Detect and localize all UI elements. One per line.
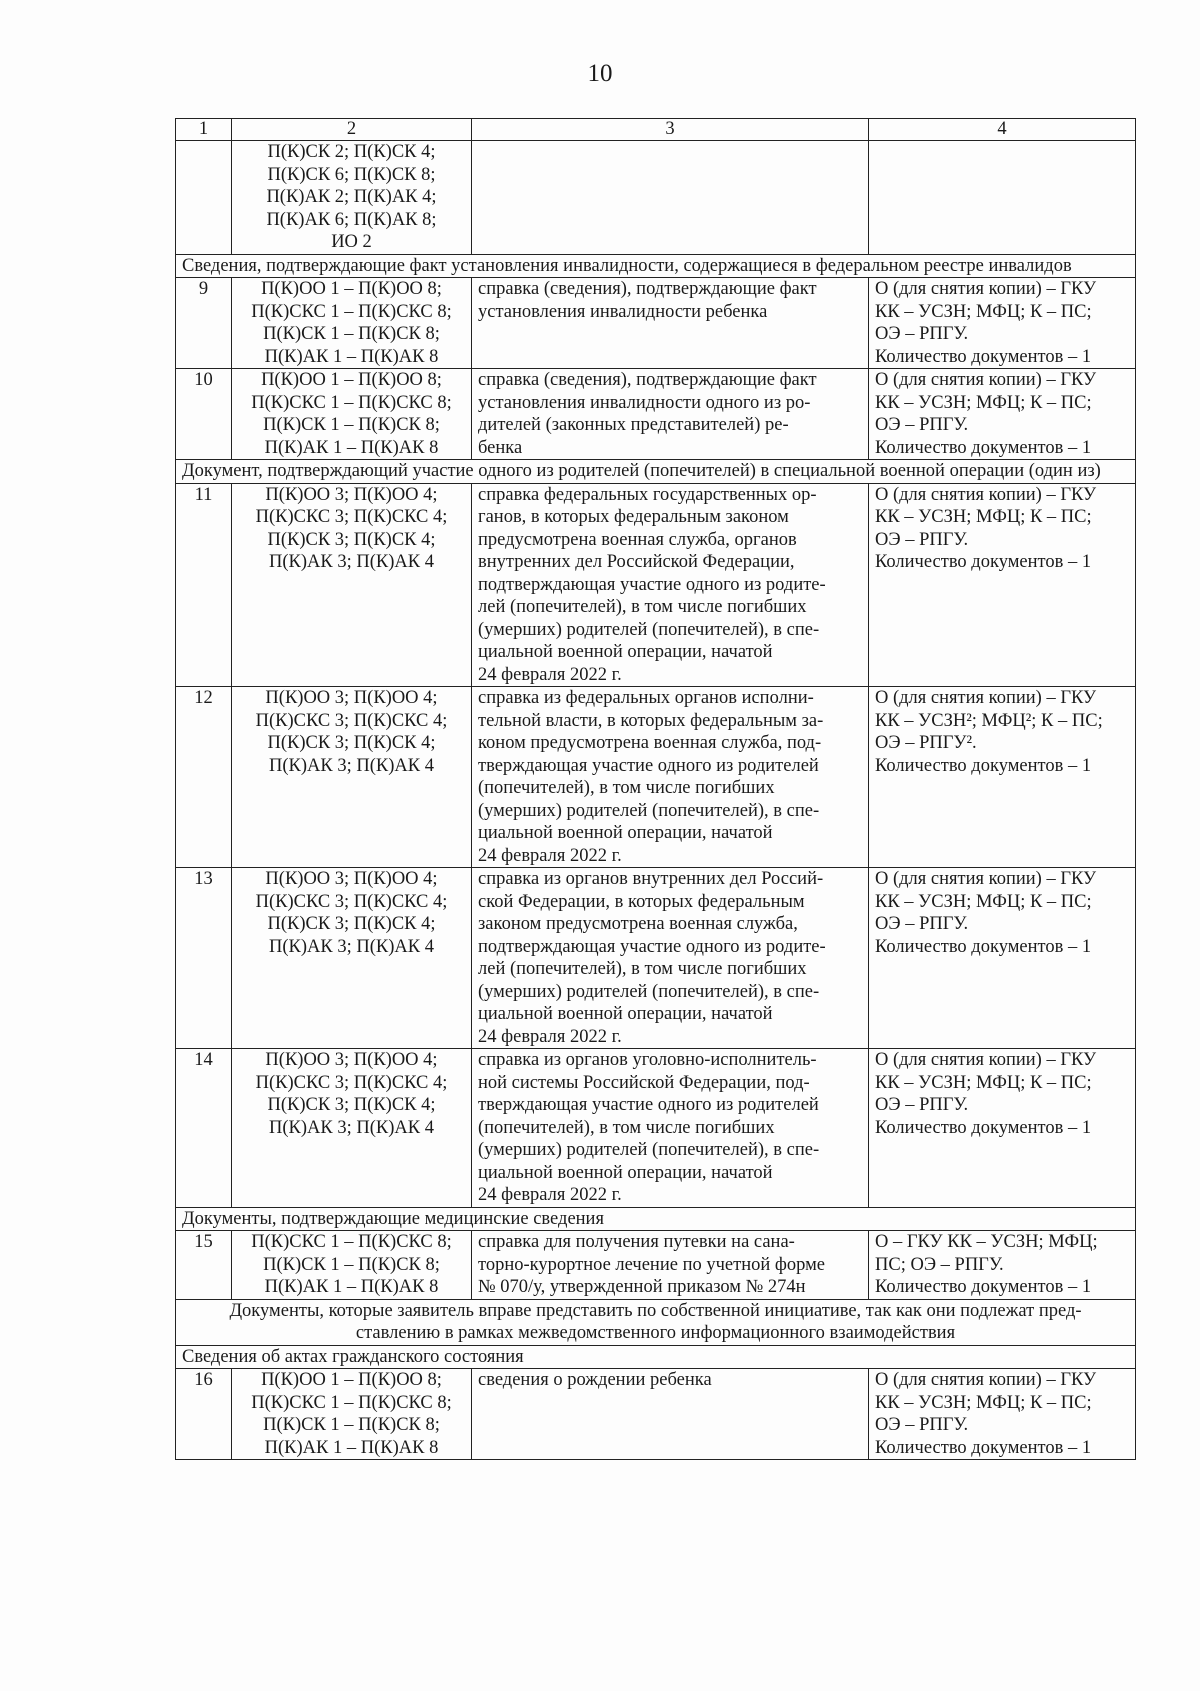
table-row [176,369,1136,460]
document-description-line: (умерших) родителей (попечителей), в спе- [478,1140,820,1160]
category-codes-line: П(К)СКС 3; П(К)СКС 4; [255,891,448,912]
table-row [176,687,1136,868]
category-codes-line: ИО 2 [331,232,372,252]
document-description-line: сведения о рождении ребенка [478,1370,712,1390]
document-description-line: ганов, в которых федеральным законом [478,507,789,527]
category-codes-line: П(К)СК 1 – П(К)СК 8; [263,1415,440,1435]
submission-method-line: КК – УСЗН; МФЦ; К – ПС; [875,891,1092,912]
submission-method [869,369,1136,460]
category-codes [232,483,472,687]
category-codes [232,141,472,255]
document-description-line: дителей (законных представителей) ре- [478,415,789,435]
submission-method-line: Количество документов – 1 [875,552,1092,572]
submission-method-line: О (для снятия копии) – ГКУ [875,484,1097,505]
submission-method-line: О (для снятия копии) – ГКУ [875,1050,1097,1070]
document-description-line: тверждающая участие одного из родителей [478,755,819,776]
document-description-line: циальной военной операции, начатой [478,823,773,843]
category-codes-line: П(К)АК 3; П(К)АК 4 [269,552,434,572]
submission-method-line: КК – УСЗН; МФЦ; К – ПС; [875,1072,1092,1093]
category-codes-line: П(К)СКС 1 – П(К)СКС 8; [251,392,452,413]
section-title: Сведения, подтверждающие факт установления инвалидности, содержащиеся в федеральном реестре инвалидов [176,254,1136,278]
submission-method-line: О (для снятия копии) – ГКУ [875,869,1097,889]
category-codes-line: П(К)СКС 1 – П(К)СКС 8; [251,301,452,322]
category-codes-line: П(К)АК 1 – П(К)АК 8 [264,1277,439,1297]
table-row [176,868,1136,1049]
category-codes-line: П(К)ОО 1 – П(К)ОО 8; [261,370,442,390]
row-number: 10 [176,369,232,460]
submission-method-line: ОЭ – РПГУ. [875,529,969,550]
document-description-line: тверждающая участие одного из родителей [478,1095,819,1115]
submission-method-line: КК – УСЗН; МФЦ; К – ПС; [875,392,1092,413]
section-row [176,460,1136,484]
submission-method [869,483,1136,687]
submission-method-line: О (для снятия копии) – ГКУ [875,279,1097,299]
submission-method-line: ОЭ – РПГУ. [875,1095,969,1115]
document-description-line: справка из федеральных органов исполни- [478,688,814,708]
document-description-line: № 070/у, утвержденной приказом № 274н [478,1277,806,1297]
table-row [176,483,1136,687]
section-title: Сведения об актах гражданского состояния [176,1345,1136,1369]
document-description-line: (умерших) родителей (попечителей), в спе- [478,981,820,1002]
table-row [176,141,1136,255]
category-codes-line: П(К)ОО 3; П(К)ОО 4; [265,869,438,889]
category-codes-line: П(К)ОО 3; П(К)ОО 4; [265,688,438,708]
category-codes-line: П(К)СКС 3; П(К)СКС 4; [255,710,448,731]
document-description-line: лей (попечителей), в том числе погибших [478,959,807,979]
submission-method-line: Количество документов – 1 [875,1437,1092,1458]
row-number: 13 [176,868,232,1049]
category-codes-line: П(К)ОО 1 – П(К)ОО 8; [261,1370,442,1390]
submission-method-line: Количество документов – 1 [875,1277,1092,1297]
category-codes-line: П(К)ОО 3; П(К)ОО 4; [265,1050,438,1070]
document-description-line: справка (сведения), подтверждающие факт [478,279,817,299]
category-codes-line: П(К)АК 3; П(К)АК 4 [269,755,434,776]
documents-table [175,118,1136,1460]
submission-method-line: ОЭ – РПГУ. [875,415,969,435]
submission-method-line: О (для снятия копии) – ГКУ [875,370,1097,390]
submission-method [869,278,1136,369]
header-cell-1: 1 [176,119,232,141]
submission-method-line: Количество документов – 1 [875,437,1092,458]
document-description-line: (попечителей), в том числе погибших [478,1117,775,1138]
document-description-line: справка из органов внутренних дел Россий- [478,869,824,889]
row-number: 11 [176,483,232,687]
document-description [472,278,869,369]
document-description [472,1049,869,1208]
submission-method [869,687,1136,868]
category-codes-line: П(К)СК 1 – П(К)СК 8; [263,1254,440,1275]
section-title: Документ, подтверждающий участие одного из родителей (попечителей) в специальной военной операции (один из) [176,460,1136,484]
category-codes-line: П(К)СК 1 – П(К)СК 8; [263,415,440,435]
document-description-line: справка для получения путевки на сана- [478,1232,795,1252]
category-codes-line: П(К)СК 3; П(К)СК 4; [267,733,436,753]
category-codes-line: П(К)СК 2; П(К)СК 4; [267,142,436,162]
document-description-line: установления инвалидности ребенка [478,301,768,322]
row-number: 16 [176,1369,232,1460]
section-row [176,254,1136,278]
document-description-line: бенка [478,437,523,458]
table-row [176,278,1136,369]
category-codes-line: П(К)СКС 1 – П(К)СКС 8; [251,1232,452,1252]
category-codes [232,1369,472,1460]
category-codes [232,1049,472,1208]
submission-method-line: КК – УСЗН²; МФЦ²; К – ПС; [875,710,1103,731]
category-codes [232,1231,472,1300]
section-title-line: Документы, которые заявитель вправе представить по собственной инициативе, так как они подлежат пред- [229,1300,1082,1321]
submission-method-line: ОЭ – РПГУ. [875,324,969,344]
document-description-line: лей (попечителей), в том числе погибших [478,597,807,617]
row-number: 9 [176,278,232,369]
category-codes-line: П(К)СК 3; П(К)СК 4; [267,914,436,934]
document-description-line: подтверждающая участие одного из родите- [478,574,826,595]
header-cell-3: 3 [472,119,869,141]
category-codes-line: П(К)СК 1 – П(К)СК 8; [263,324,440,344]
category-codes-line: П(К)АК 1 – П(К)АК 8 [264,1437,439,1458]
document-description-line: циальной военной операции, начатой [478,1004,773,1024]
category-codes [232,369,472,460]
category-codes-line: П(К)СК 3; П(К)СК 4; [267,529,436,550]
category-codes-line: П(К)АК 3; П(К)АК 4 [269,936,434,957]
document-description-line: торно-курортное лечение по учетной форме [478,1254,825,1275]
table-row [176,1369,1136,1460]
row-number: 12 [176,687,232,868]
document-description-line: 24 февраля 2022 г. [478,845,622,866]
page-number: 10 [587,60,613,87]
row-number [176,141,232,255]
document-description-line: установления инвалидности одного из ро- [478,392,811,413]
submission-method-line: ПС; ОЭ – РПГУ. [875,1254,1004,1275]
document-description [472,483,869,687]
document-description-line: предусмотрена военная служба, органов [478,529,797,550]
submission-method-line: О (для снятия копии) – ГКУ [875,1370,1097,1390]
submission-method-line: Количество документов – 1 [875,1117,1092,1138]
submission-method-line: Количество документов – 1 [875,346,1092,367]
category-codes-line: П(К)СК 3; П(К)СК 4; [267,1095,436,1115]
document-description-line: подтверждающая участие одного из родите- [478,936,826,957]
category-codes [232,868,472,1049]
document-description-line: (умерших) родителей (попечителей), в спе- [478,619,820,640]
submission-method-line: ОЭ – РПГУ. [875,1415,969,1435]
document-description [472,1369,869,1460]
category-codes-line: П(К)АК 1 – П(К)АК 8 [264,437,439,458]
category-codes-line: П(К)АК 3; П(К)АК 4 [269,1117,434,1138]
document-description-line: 24 февраля 2022 г. [478,1026,622,1047]
document-description [472,141,869,255]
document-description-line: тельной власти, в которых федеральным за- [478,710,824,731]
category-codes [232,278,472,369]
document-description-line: справка (сведения), подтверждающие факт [478,370,817,390]
header-cell-4: 4 [869,119,1136,141]
row-number: 15 [176,1231,232,1300]
section-title-line: ставлению в рамках межведомственного информационного взаимодействия [355,1323,956,1343]
category-codes-line: П(К)АК 1 – П(К)АК 8 [264,346,439,367]
submission-method-line: КК – УСЗН; МФЦ; К – ПС; [875,507,1092,527]
submission-method [869,868,1136,1049]
category-codes-line: П(К)СК 6; П(К)СК 8; [267,164,436,185]
document-description [472,369,869,460]
category-codes [232,687,472,868]
section-row [176,1299,1136,1345]
submission-method-line: О (для снятия копии) – ГКУ [875,688,1097,708]
document-description-line: 24 февраля 2022 г. [478,1185,622,1205]
section-title: Документы, подтверждающие медицинские сведения [176,1207,1136,1231]
document-description-line: справка из органов уголовно-исполнитель- [478,1050,817,1070]
document-description-line: коном предусмотрена военная служба, под- [478,733,822,753]
document-description [472,687,869,868]
category-codes-line: П(К)АК 2; П(К)АК 4; [266,187,437,207]
section-title [176,1299,1136,1345]
table-row [176,1231,1136,1300]
submission-method-line: КК – УСЗН; МФЦ; К – ПС; [875,1392,1092,1413]
category-codes-line: П(К)ОО 3; П(К)ОО 4; [265,484,438,505]
document-description-line: (попечителей), в том числе погибших [478,778,775,798]
document-description-line: внутренних дел Российской Федерации, [478,552,795,572]
document-description [472,868,869,1049]
category-codes-line: П(К)СКС 1 – П(К)СКС 8; [251,1392,452,1413]
submission-method [869,1231,1136,1300]
category-codes-line: П(К)СКС 3; П(К)СКС 4; [255,1072,448,1093]
submission-method-line: Количество документов – 1 [875,936,1092,957]
category-codes-line: П(К)СКС 3; П(К)СКС 4; [255,507,448,527]
submission-method-line: ОЭ – РПГУ. [875,914,969,934]
document-description-line: циальной военной операции, начатой [478,642,773,662]
document-description-line: справка федеральных государственных ор- [478,484,817,505]
document-description-line: законом предусмотрена военная служба, [478,914,798,934]
table-row [176,1049,1136,1208]
submission-method-line: О – ГКУ КК – УСЗН; МФЦ; [875,1232,1098,1252]
submission-method-line: КК – УСЗН; МФЦ; К – ПС; [875,301,1092,322]
table-body [176,119,1136,1460]
section-row [176,1207,1136,1231]
submission-method-line: Количество документов – 1 [875,755,1092,776]
submission-method [869,1369,1136,1460]
submission-method-line: ОЭ – РПГУ². [875,733,977,753]
document-description-line: ной системы Российской Федерации, под- [478,1072,810,1093]
header-cell-2: 2 [232,119,472,141]
submission-method [869,141,1136,255]
row-number: 14 [176,1049,232,1208]
category-codes-line: П(К)АК 6; П(К)АК 8; [266,209,437,230]
table-header-row [176,119,1136,141]
document-description-line: 24 февраля 2022 г. [478,664,622,685]
document-description-line: циальной военной операции, начатой [478,1162,773,1183]
document-description-line: ской Федерации, в которых федеральным [478,891,805,912]
document-description [472,1231,869,1300]
section-row [176,1345,1136,1369]
document-description-line: (умерших) родителей (попечителей), в спе- [478,800,820,821]
submission-method [869,1049,1136,1208]
category-codes-line: П(К)ОО 1 – П(К)ОО 8; [261,279,442,299]
